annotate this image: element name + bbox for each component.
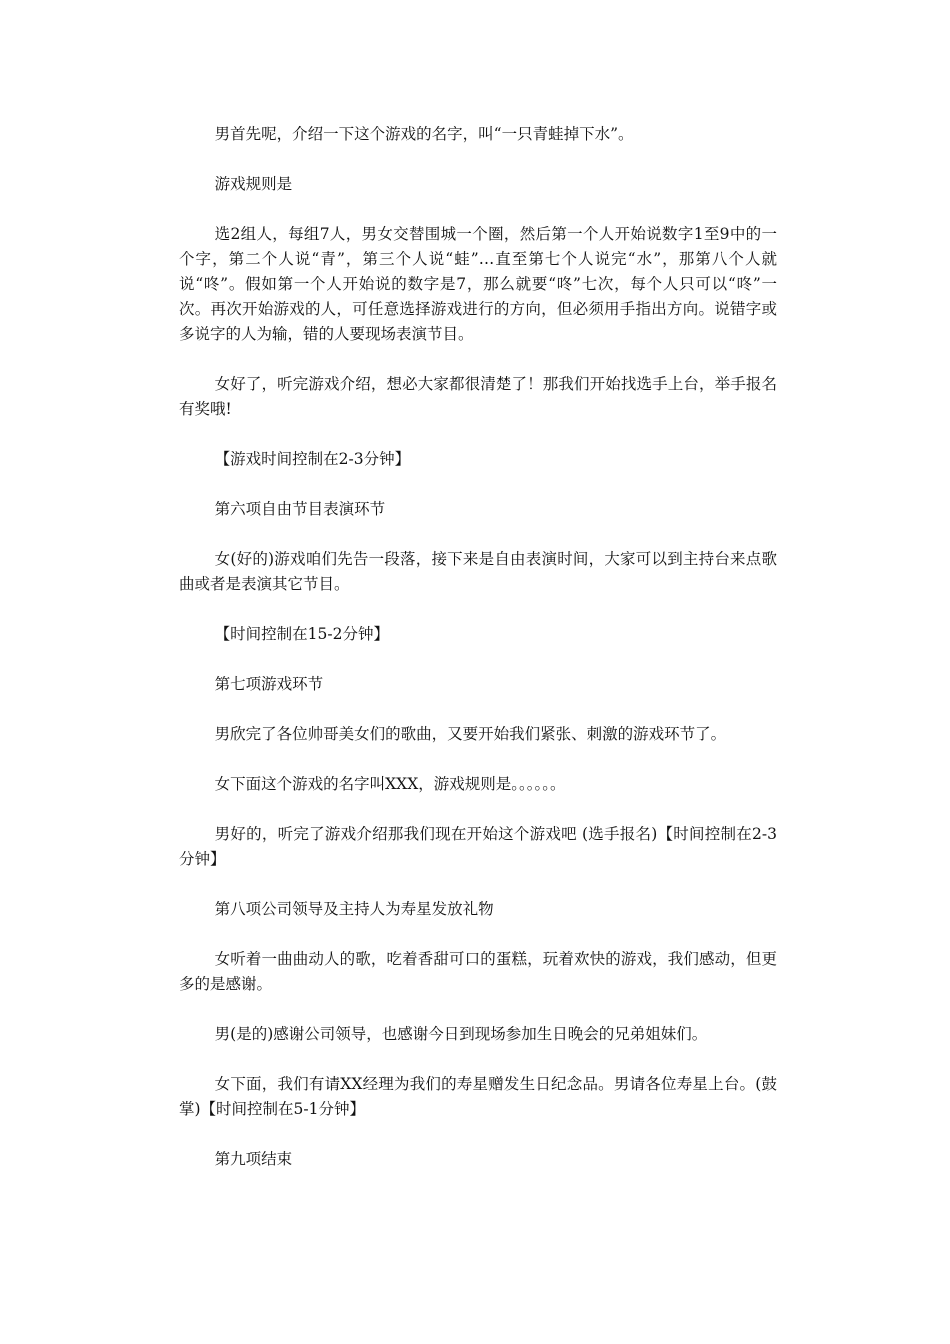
section-heading-seven: 第七项游戏环节 — [214, 675, 324, 693]
paragraph-gift-presentation: 女下面，我们有请XX经理为我们的寿星赠发生日纪念品。男请各位寿星上台。(鼓掌)【时间控制在5-1分钟】 — [179, 1075, 777, 1118]
paragraph-free-performance: 女(好的)游戏咱们先告一段落，接下来是自由表演时间，大家可以到主持台来点歌曲或者是表演其它节目。 — [179, 550, 777, 593]
paragraph-game-name-intro: 男首先呢，介绍一下这个游戏的名字，叫“一只青蛙掉下水”。 — [214, 125, 634, 143]
paragraph-game-rules-heading: 游戏规则是 — [214, 175, 293, 193]
paragraph-game-xxx-rules: 女下面这个游戏的名字叫XXX，游戏规则是。。。。。。 — [214, 775, 566, 793]
paragraph-thanks: 女听着一曲曲动人的歌，吃着香甜可口的蛋糕，玩着欢快的游戏，我们感动，但更多的是感谢。 — [179, 950, 777, 993]
document-body — [179, 122, 777, 1197]
paragraph-signup-call: 女好了，听完游戏介绍，想必大家都很清楚了！那我们开始找选手上台，举手报名有奖哦! — [179, 375, 777, 418]
paragraph-game-segment-intro: 男欣完了各位帅哥美女们的歌曲，又要开始我们紧张、刺激的游戏环节了。 — [214, 725, 727, 743]
paragraph-game-time-note: 【游戏时间控制在2-3分钟】 — [214, 450, 411, 468]
paragraph-game-rules: 选2组人，每组7人，男女交替围城一个圈，然后第一个人开始说数字1至9中的一个字，第二个人说“青”，第三个人说“蛙”…直至第七个人说完“水”，那第八个人就说“咚”。假如第一个人开始说的数字是7，那么就要“咚”七次，每个人只可以“咚”一次。再次开始游戏的人，可任意选择游戏进行的方向，但必须用手指出方向。说错字或多说字的人为输，错的人要现场表演节目。 — [179, 225, 777, 343]
paragraph-performance-time-note: 【时间控制在15-2分钟】 — [214, 625, 389, 643]
paragraph-thanks-leaders: 男(是的)感谢公司领导，也感谢今日到现场参加生日晚会的兄弟姐妹们。 — [214, 1025, 708, 1043]
paragraph-game-start: 男好的，听完了游戏介绍那我们现在开始这个游戏吧 (选手报名)【时间控制在2-3分钟】 — [179, 825, 777, 868]
section-heading-eight: 第八项公司领导及主持人为寿星发放礼物 — [214, 900, 494, 918]
section-heading-nine: 第九项结束 — [214, 1150, 293, 1168]
section-heading-six: 第六项自由节目表演环节 — [214, 500, 386, 518]
